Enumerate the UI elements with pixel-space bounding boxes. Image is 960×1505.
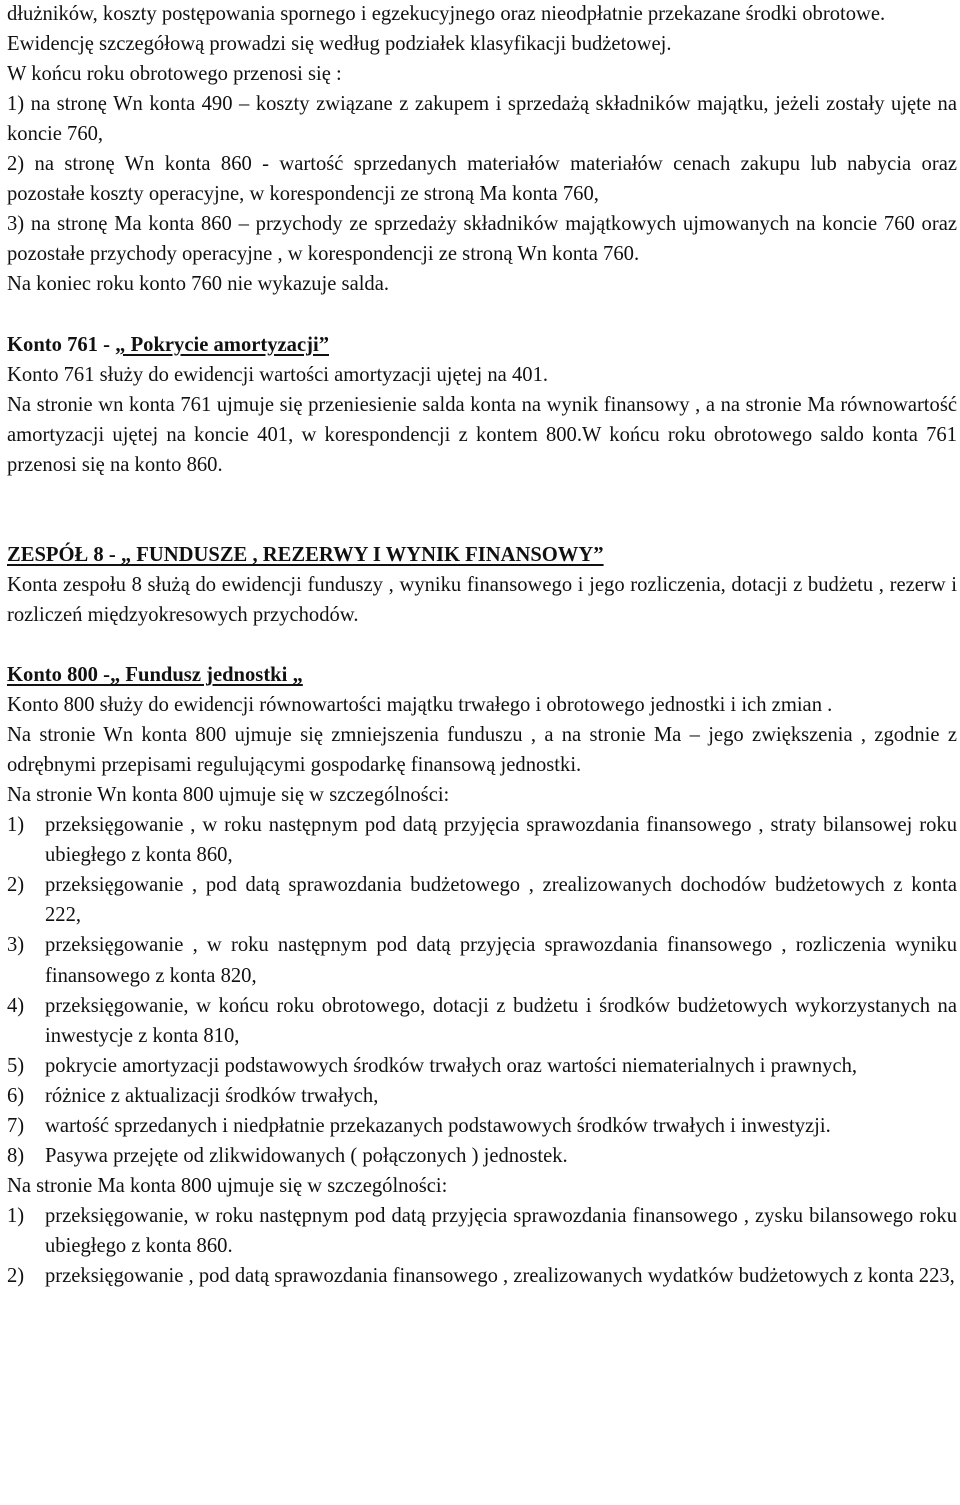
- list-item-text: przeksięgowanie , pod datą sprawozdania finansowego , zrealizowanych wydatków budżetowych z konta 223,: [45, 1264, 955, 1287]
- intro-item-2: 2) na stronę Wn konta 860 - wartość sprzedanych materiałów materiałów cenach zakupu lub nabycia oraz pozostałe koszty operacyjne, w korespondencji ze stroną Ma konta 760,: [7, 153, 957, 206]
- konto-800-ma-list: [7, 1201, 957, 1291]
- list-item: [7, 930, 957, 990]
- list-item: [7, 1141, 957, 1171]
- list-item-text: pokrycie amortyzacji podstawowych środków trwałych oraz wartości niematerialnych i prawnych,: [45, 1054, 858, 1077]
- list-item-number: 8): [7, 1144, 25, 1167]
- list-item-number: 6): [7, 1084, 25, 1107]
- konto-800-ma-intro: Na stronie Ma konta 800 ujmuje się w szczególności:: [7, 1174, 448, 1197]
- list-item-number: 2): [7, 1264, 25, 1287]
- konto-800-wn-list: [7, 810, 957, 1171]
- list-item: [7, 1111, 957, 1141]
- list-item-number: 1): [7, 1204, 25, 1227]
- intro-paragraph-1: dłużników, koszty postępowania spornego i egzekucyjnego oraz nieodpłatnie przekazane środki obrotowe.: [7, 3, 886, 25]
- zespol-8-paragraph-1: Konta zespołu 8 służą do ewidencji funduszy , wyniku finansowego i jego rozliczenia, dotacji z budżetu , rezerw i rozliczeń międzyokresowych przychodów.: [7, 573, 957, 626]
- konto-761-heading-prefix: Konto 761 -: [7, 333, 116, 356]
- intro-paragraph-4: Na koniec roku konto 760 nie wykazuje salda.: [7, 273, 390, 296]
- spacer: [7, 630, 957, 660]
- konto-800-wn-intro: Na stronie Wn konta 800 ujmuje się w szczególności:: [7, 784, 450, 807]
- intro-paragraph-3: W końcu roku obrotowego przenosi się :: [7, 63, 342, 86]
- list-item-text: przeksięgowanie, w roku następnym pod datą przyjęcia sprawozdania finansowego , zysku bilansowego roku ubiegłego z konta 860.: [45, 1204, 957, 1257]
- intro-item-3: 3) na stronę Ma konta 860 – przychody ze sprzedaży składników majątkowych ujmowanych na koncie 760 oraz pozostałe przychody operacyjne , w korespondencji ze stroną Wn konta 760.: [7, 213, 957, 266]
- intro-item-1: 1) na stronę Wn konta 490 – koszty związane z zakupem i sprzedażą składników majątku, jeżeli zostały ujęte na koncie 760,: [7, 93, 957, 146]
- intro-paragraph-2: Ewidencję szczegółową prowadzi się według podziałek klasyfikacji budżetowej.: [7, 33, 672, 56]
- konto-761-heading: [7, 330, 957, 360]
- document-page: [7, 0, 957, 1291]
- list-item-number: 3): [7, 934, 25, 957]
- list-item: [7, 991, 957, 1051]
- spacer: [7, 299, 957, 329]
- list-item-number: 2): [7, 874, 25, 897]
- list-item: [7, 1081, 957, 1111]
- list-item-text: przeksięgowanie , w roku następnym pod datą przyjęcia sprawozdania finansowego , straty bilansowej roku ubiegłego z konta 860,: [45, 814, 957, 867]
- list-item: [7, 870, 957, 930]
- konto-761-heading-title: „ Pokrycie amortyzacji”: [115, 333, 329, 356]
- konto-800-heading-text: Konto 800 -„ Fundusz jednostki „: [7, 664, 303, 687]
- list-item: [7, 810, 957, 870]
- list-item: [7, 1051, 957, 1081]
- list-item-text: różnice z aktualizacji środków trwałych,: [45, 1084, 379, 1107]
- spacer: [7, 510, 957, 540]
- zespol-8-heading: [7, 540, 957, 570]
- konto-800-paragraph-2: Na stronie Wn konta 800 ujmuje się zmniejszenia funduszu , a na stronie Ma – jego zwiększenia , zgodnie z odrębnymi przepisami regulującymi gospodarkę finansową jednostki.: [7, 724, 957, 777]
- spacer: [7, 480, 957, 510]
- list-item: [7, 1261, 957, 1291]
- list-item-text: przeksięgowanie , w roku następnym pod datą przyjęcia sprawozdania finansowego , rozliczenia wyniku finansowego z konta 820,: [45, 934, 957, 987]
- list-item-number: 1): [7, 814, 25, 837]
- konto-800-heading: [7, 660, 957, 690]
- list-item-number: 7): [7, 1114, 25, 1137]
- list-item-text: przeksięgowanie, w końcu roku obrotowego, dotacji z budżetu i środków budżetowych wykorzystanych na inwestycje z konta 810,: [45, 994, 957, 1047]
- list-item-number: 5): [7, 1054, 25, 1077]
- list-item-text: wartość sprzedanych i niedpłatnie przekazanych podstawowych środków trwałych i inwestyzji.: [45, 1114, 831, 1137]
- konto-761-paragraph-2: Na stronie wn konta 761 ujmuje się przeniesienie salda konta na wynik finansowy , a na stronie Ma równowartość amortyzacji ujętej na koncie 401, w korespondencji z kontem 800.W końcu roku obrotowego saldo konta 761 przenosi się na konto 860.: [7, 393, 957, 476]
- konto-761-paragraph-1: Konto 761 służy do ewidencji wartości amortyzacji ujętej na 401.: [7, 363, 549, 386]
- konto-800-paragraph-1: Konto 800 służy do ewidencji równowartości majątku trwałego i obrotowego jednostki i ich zmian .: [7, 694, 833, 717]
- list-item: [7, 1201, 957, 1261]
- list-item-text: przeksięgowanie , pod datą sprawozdania budżetowego , zrealizowanych dochodów budżetowych z konta 222,: [45, 874, 957, 927]
- zespol-8-heading-text: ZESPÓŁ 8 - „ FUNDUSZE , REZERWY I WYNIK FINANSOWY”: [7, 543, 604, 566]
- list-item-number: 4): [7, 994, 25, 1017]
- list-item-text: Pasywa przejęte od zlikwidowanych ( połączonych ) jednostek.: [45, 1144, 568, 1167]
